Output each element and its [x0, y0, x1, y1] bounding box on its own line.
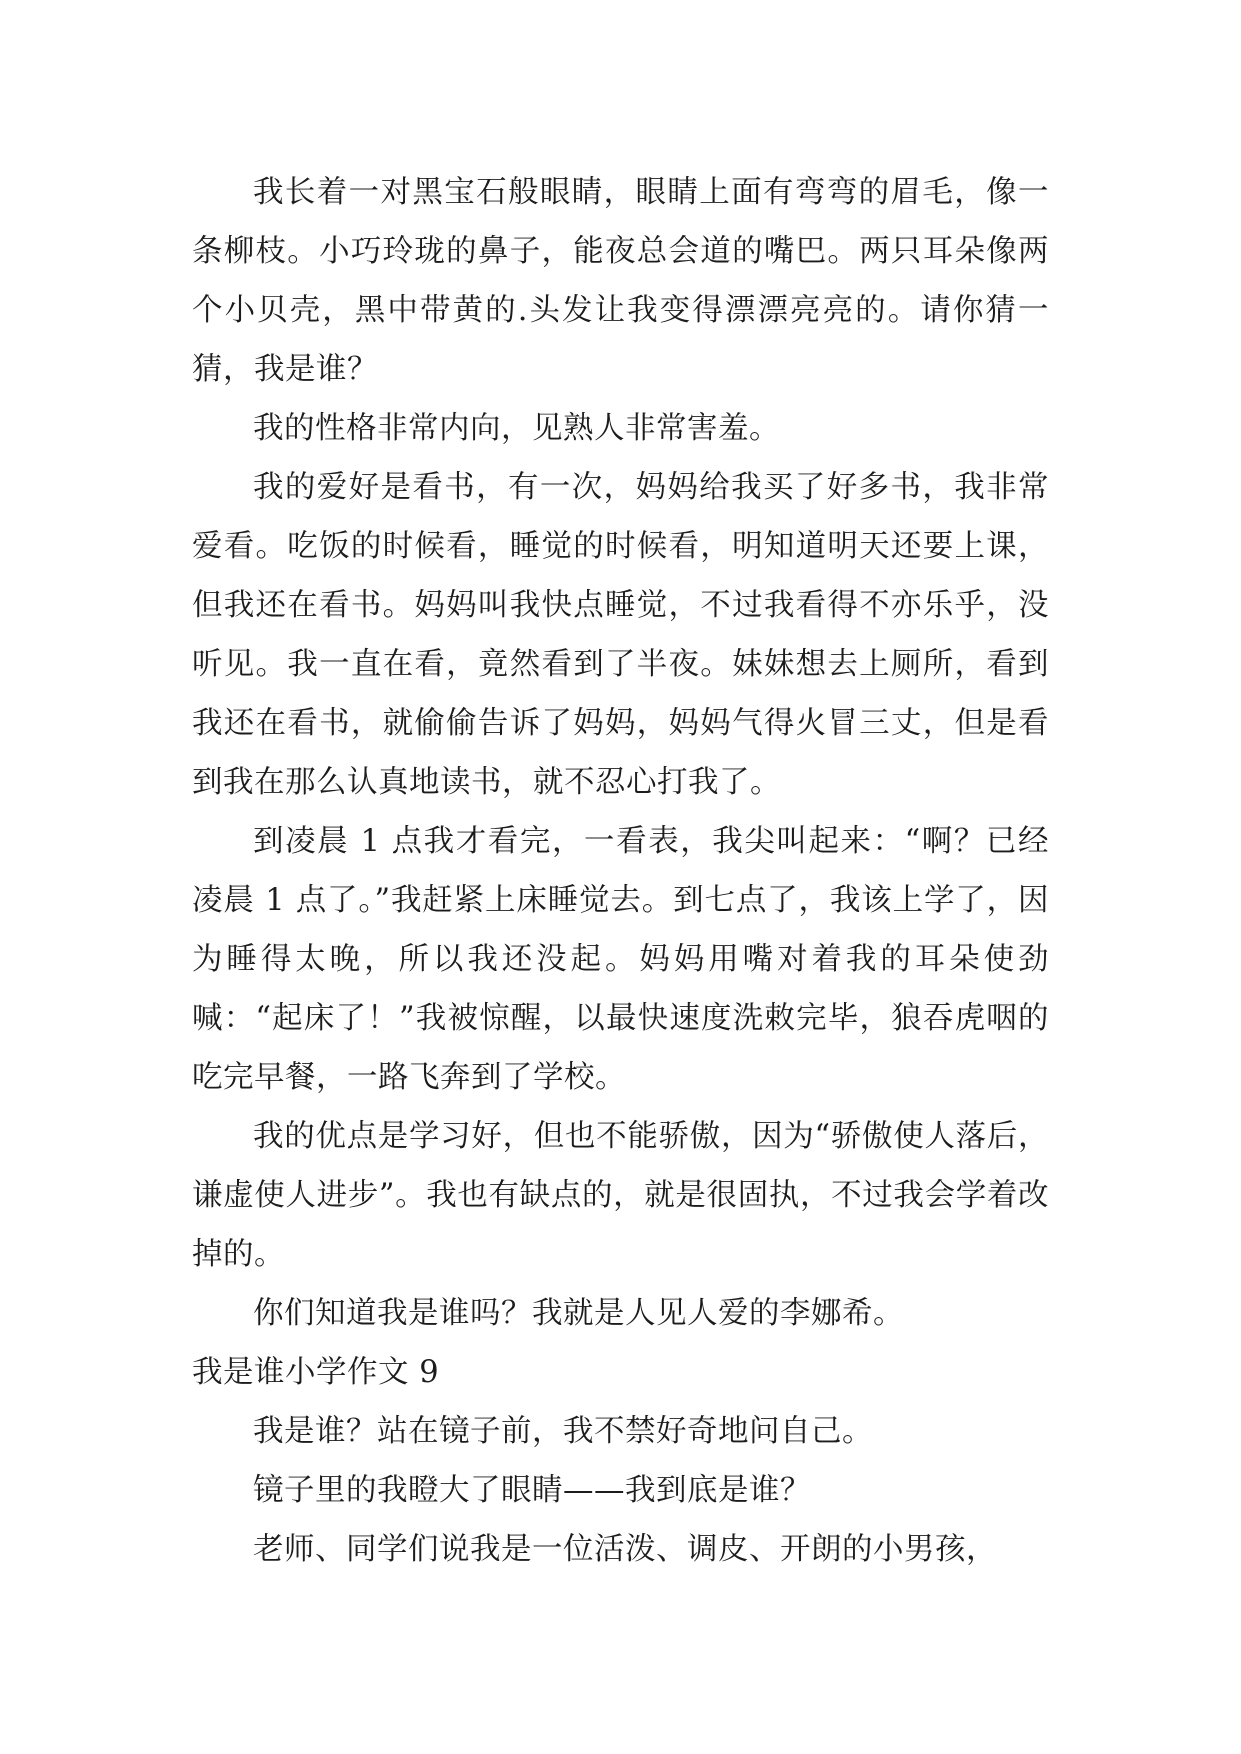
paragraph-reveal: 你们知道我是谁吗？我就是人见人爱的李娜希。	[253, 1296, 904, 1331]
paragraph-strengths: 我的优点是学习好，但也不能骄傲，因为“骄傲使人落后，谦虚使人进步”。我也有缺点的，就是很固执，不过我会学着改掉的。	[192, 1119, 1049, 1272]
paragraph-hobby: 我的爱好是看书，有一次，妈妈给我买了好多书，我非常爱看。吃饭的时候看，睡觉的时候看，明知道明天还要上课，但我还在看书。妈妈叫我快点睡觉，不过我看得不亦乐乎，没听见。我一直在看，竟然看到了半夜。妹妹想去上厕所，看到我还在看书，就偷偷告诉了妈妈，妈妈气得火冒三丈，但是看到我在那么认真地读书，就不忍心打我了。	[192, 470, 1049, 800]
document-page	[192, 163, 1049, 1579]
paragraph-mirror-question: 我是谁？站在镜子前，我不禁好奇地问自己。	[253, 1414, 873, 1449]
paragraph-mirror-eyes: 镜子里的我瞪大了眼睛——我到底是谁？	[253, 1473, 811, 1508]
paragraph-late-night: 到凌晨 1 点我才看完，一看表，我尖叫起来：“啊？已经凌晨 1 点了。”我赶紧上床睡觉去。到七点了，我该上学了，因为睡得太晚，所以我还没起。妈妈用嘴对着我的耳朵使劲喊：“起床了！”我被惊醒，以最快速度洗敕完毕，狼吞虎咽的吃完早餐，一路飞奔到了学校。	[192, 824, 1049, 1095]
paragraph-appearance: 我长着一对黑宝石般眼睛，眼睛上面有弯弯的眉毛，像一条柳枝。小巧玲珑的鼻子，能夜总会道的嘴巴。两只耳朵像两个小贝壳，黑中带黄的.头发让我变得漂漂亮亮的。请你猜一猜，我是谁？	[192, 175, 1049, 387]
paragraph-personality: 我的性格非常内向，见熟人非常害羞。	[253, 411, 780, 446]
paragraph-teacher-view: 老师、同学们说我是一位活泼、调皮、开朗的小男孩，	[253, 1532, 997, 1567]
essay-heading: 我是谁小学作文 9	[192, 1355, 440, 1390]
